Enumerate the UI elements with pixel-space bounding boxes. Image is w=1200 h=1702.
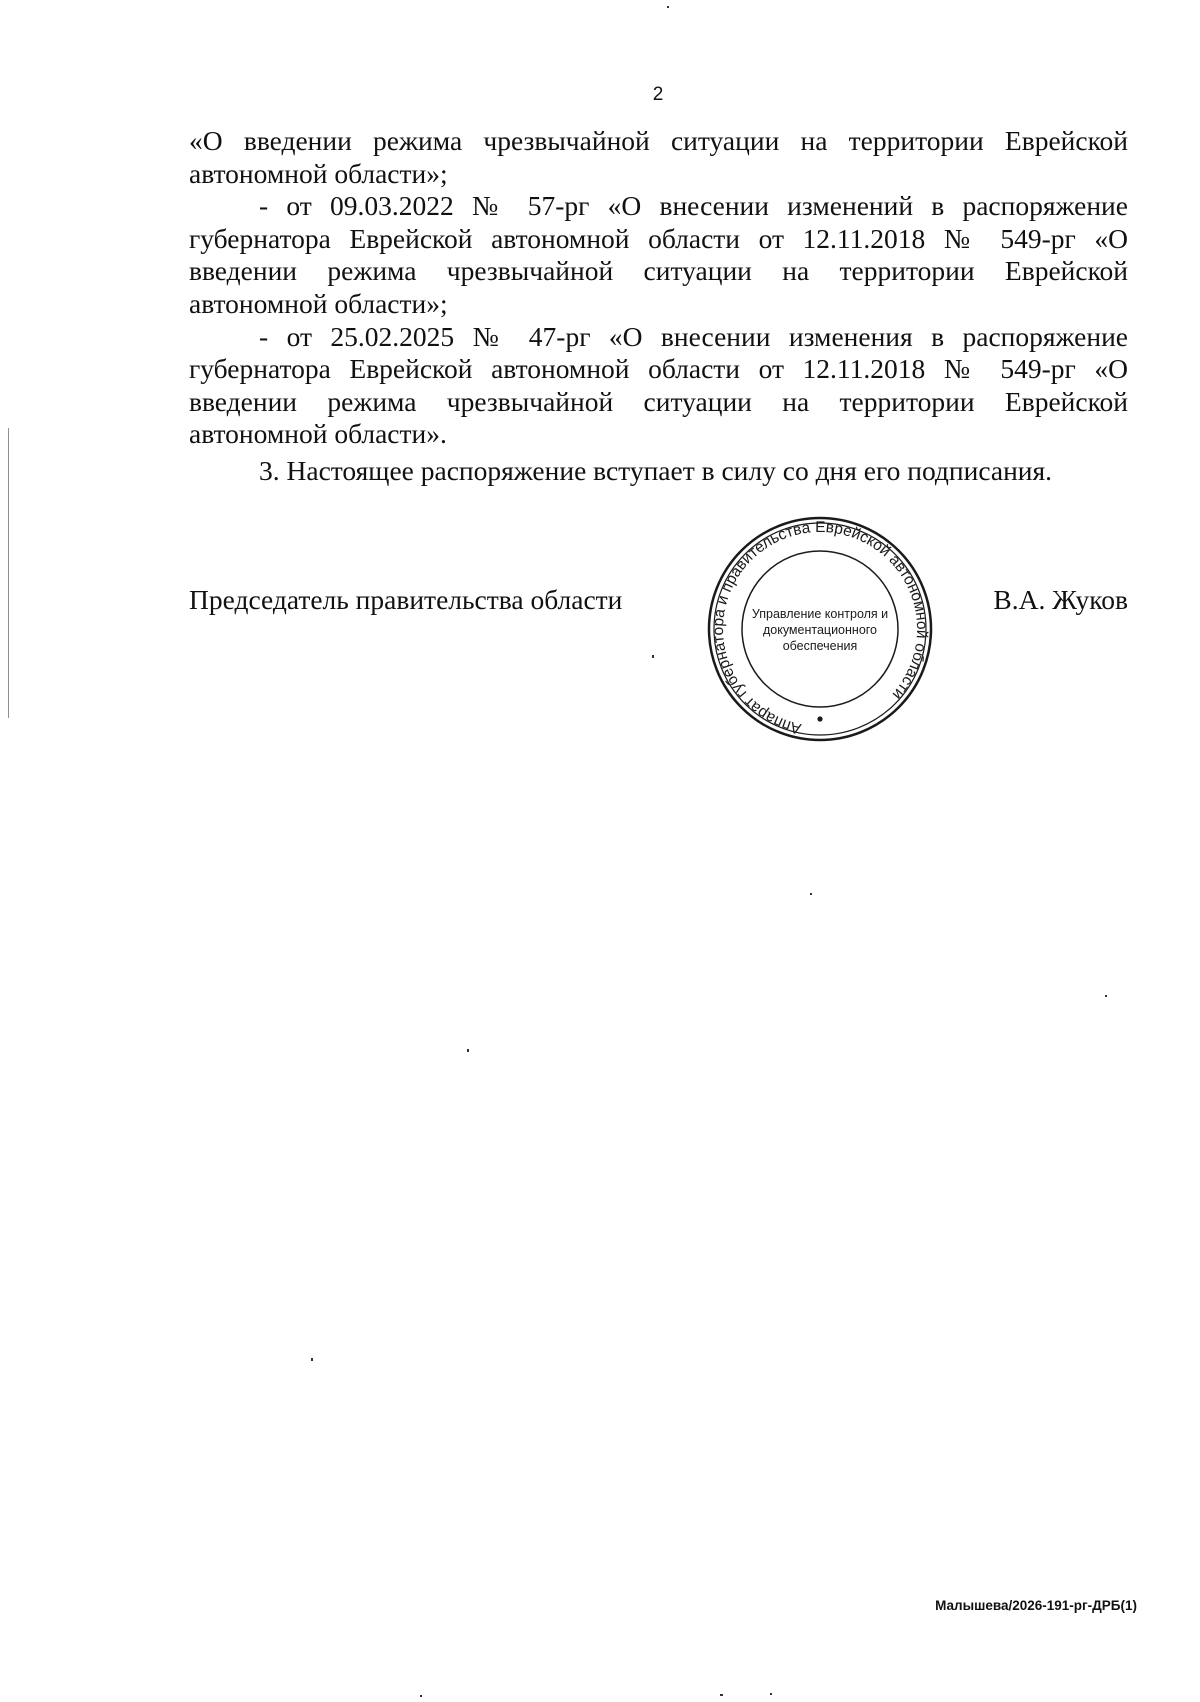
- clause-effective-date: 3. Настоящее распоряжение вступает в силу со дня его подписания.: [259, 454, 1053, 486]
- scan-speck: [652, 655, 654, 658]
- scan-speck: [667, 6, 669, 8]
- seal-ring-text: Аппарат губернатора и правительства Еврейской автономной области: [709, 518, 931, 738]
- signatory-position: Председатель правительства области: [189, 584, 623, 615]
- scan-speck: [770, 1693, 772, 1695]
- document-body: [189, 125, 1128, 488]
- official-seal: [706, 514, 934, 744]
- list-item-amendment-2025: - от 25.02.2025 № 47-рг «О внесении изменения в распоряжение губернатора Еврейской автономной области от 12.11.2018 № 549-рг «О введении режима чрезвычайной ситуации на территории Еврейской автономной области».: [189, 320, 1128, 450]
- scan-speck: [720, 1694, 723, 1696]
- list-item-amendment-2022: - от 09.03.2022 № 57-рг «О внесении изменений в распоряжение губернатора Еврейской автономной области от 12.11.2018 № 549-рг «О введении режима чрезвычайной ситуации на территории Еврейской автономной области»;: [189, 190, 1128, 319]
- document-code: Малышева/2026-191-рг-ДРБ(1): [935, 1598, 1137, 1613]
- seal-center-line-3: обеспечения: [782, 639, 858, 653]
- scan-speck: [1105, 995, 1107, 997]
- seal-center-line-1: Управление контроля и: [751, 607, 889, 621]
- scan-edge-line: [8, 428, 9, 718]
- seal-star-dot: [817, 716, 822, 721]
- scan-speck: [311, 1358, 313, 1361]
- seal-center-line-2: документационного: [762, 623, 878, 637]
- signatory-name: В.А. Жуков: [993, 584, 1128, 615]
- scan-speck: [810, 893, 812, 895]
- paragraph-continuation: «О введении режима чрезвычайной ситуации на территории Еврейской автономной области»;: [189, 125, 1128, 189]
- scan-speck: [467, 1049, 469, 1052]
- page-number: 2: [652, 84, 664, 105]
- scan-speck: [420, 1695, 422, 1697]
